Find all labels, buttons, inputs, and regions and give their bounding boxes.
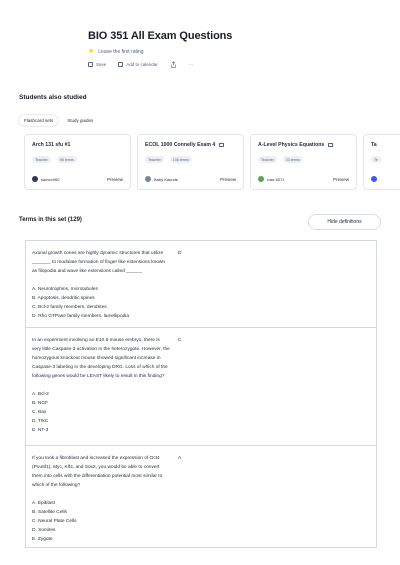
share-button[interactable]	[170, 61, 177, 68]
term-question	[32, 249, 170, 319]
rating-text[interactable]: Leave the first rating	[98, 48, 144, 55]
role-badge: Teacher	[258, 156, 277, 163]
option: A. Epiblast	[32, 501, 55, 506]
card-footer	[371, 176, 400, 182]
image-icon	[328, 143, 333, 147]
term-row[interactable]	[26, 328, 376, 446]
card-footer	[258, 176, 349, 182]
card-title: Ta	[371, 142, 377, 148]
term-definition: D	[178, 251, 182, 256]
term-row[interactable]	[26, 446, 376, 547]
terms-badge: 98 terms	[57, 156, 77, 163]
card-author[interactable]	[371, 176, 377, 182]
terms-badge: 33 terms	[283, 156, 303, 163]
term-list	[25, 240, 377, 548]
set-card[interactable]	[137, 134, 244, 190]
option: E. Zygote	[32, 537, 53, 542]
set-card[interactable]	[363, 134, 400, 190]
more-options-button[interactable]	[189, 62, 194, 67]
role-badge: Teacher	[145, 156, 164, 163]
option: E. NT-3	[32, 428, 49, 433]
answer-options	[32, 285, 170, 321]
card-footer	[32, 176, 123, 182]
question-text: Axonal growth cones are highly dynamic structures that utilize _______ to modulate formation of finger like extensions known as filopodia and wave like extensions called ______	[32, 251, 166, 274]
image-icon	[219, 143, 224, 147]
option: C. Neural Plate Cells	[32, 519, 77, 524]
page-title: BIO 351 All Exam Questions	[88, 30, 233, 42]
add-to-calendar-button[interactable]	[118, 62, 158, 67]
more-icon: ···	[188, 62, 194, 67]
card-title: ECOL 1000 Connelly Exam 4	[145, 142, 236, 148]
card-author[interactable]	[32, 176, 59, 182]
preview-button[interactable]: Preview	[219, 176, 236, 182]
bookmark-icon	[88, 62, 93, 67]
option: B. NGF	[32, 401, 48, 406]
action-bar	[88, 61, 388, 68]
studied-cards-carousel	[24, 134, 400, 190]
set-header	[88, 30, 388, 68]
card-meta	[145, 156, 236, 163]
card-footer	[145, 176, 236, 182]
term-definition: C	[178, 338, 182, 343]
author-name: sakvur960	[41, 176, 60, 182]
terms-title: Terms in this set (129)	[19, 217, 82, 223]
option: D. TrkC	[32, 419, 49, 424]
option: A. Neurotrophins, microtubules	[32, 287, 98, 292]
tab-flashcard-sets[interactable]: Flashcard sets	[19, 115, 58, 126]
students-also-studied-title: Students also studied	[19, 94, 87, 101]
option: C. Bax	[32, 410, 47, 415]
avatar	[145, 176, 151, 182]
question-text: In an experiment involving an E10.5 mouse embryo, there is very little Caspase-3 activation in the heterozygote. However, the homozygous knockout mouse showed significant increase in Caspase-3 labeling in the developing DRG. Loss of which of the following genes would be LEAST likely to result in this finding?	[32, 338, 170, 379]
option: B. Apoptosis, dendritic spines	[32, 296, 95, 301]
calendar-icon	[118, 62, 123, 67]
term-row[interactable]	[26, 241, 376, 328]
option: C. Bcl-2 family members, dendrites	[32, 305, 107, 310]
avatar	[371, 176, 377, 182]
answer-options	[32, 390, 170, 435]
set-card[interactable]	[250, 134, 357, 190]
role-badge: Teacher	[32, 156, 51, 163]
term-definition: A	[178, 456, 182, 461]
card-meta	[258, 156, 349, 163]
card-meta	[371, 156, 400, 163]
studied-tabs	[19, 115, 98, 126]
tab-study-guides[interactable]: Study guides	[67, 118, 94, 123]
share-icon	[170, 61, 177, 68]
save-label: Save	[96, 62, 107, 67]
card-meta	[32, 156, 123, 163]
option: B. Satellite Cells	[32, 510, 67, 515]
option: D. Rho GTPase family members, lamellipodia	[32, 314, 130, 319]
hide-definitions-button[interactable]: Hide definitions	[308, 214, 381, 230]
card-author[interactable]	[145, 176, 178, 182]
avatar	[32, 176, 38, 182]
preview-button[interactable]: Preview	[332, 176, 349, 182]
preview-button[interactable]: Preview	[106, 176, 123, 182]
option: D. Somites	[32, 528, 56, 533]
role-badge: Te	[371, 156, 381, 163]
card-author[interactable]	[258, 176, 285, 182]
term-question	[32, 336, 170, 437]
save-button[interactable]	[88, 62, 106, 67]
star-icon: ★	[88, 48, 95, 55]
calendar-label: Add to calendar	[126, 62, 158, 67]
question-text: If you took a fibroblast and increased the expression of Oct4 (Pou5f1), Myc, Klf4, and Sox2, you would be able to convert them into cells with the differentiation potential most similar to which of the following?	[32, 456, 163, 488]
author-name: ross 6071	[267, 176, 285, 182]
answer-options	[32, 499, 170, 544]
card-title: Arch 131 sfu #1	[32, 142, 71, 148]
set-card[interactable]	[24, 134, 131, 190]
option: A. Bcl-2	[32, 392, 49, 397]
term-question	[32, 454, 170, 542]
terms-badge: 136 terms	[170, 156, 192, 163]
author-name: Baby Kaunds	[154, 176, 178, 182]
avatar	[258, 176, 264, 182]
rating-row[interactable]	[88, 48, 388, 55]
card-title: A-Level Physics Equations	[258, 142, 349, 148]
